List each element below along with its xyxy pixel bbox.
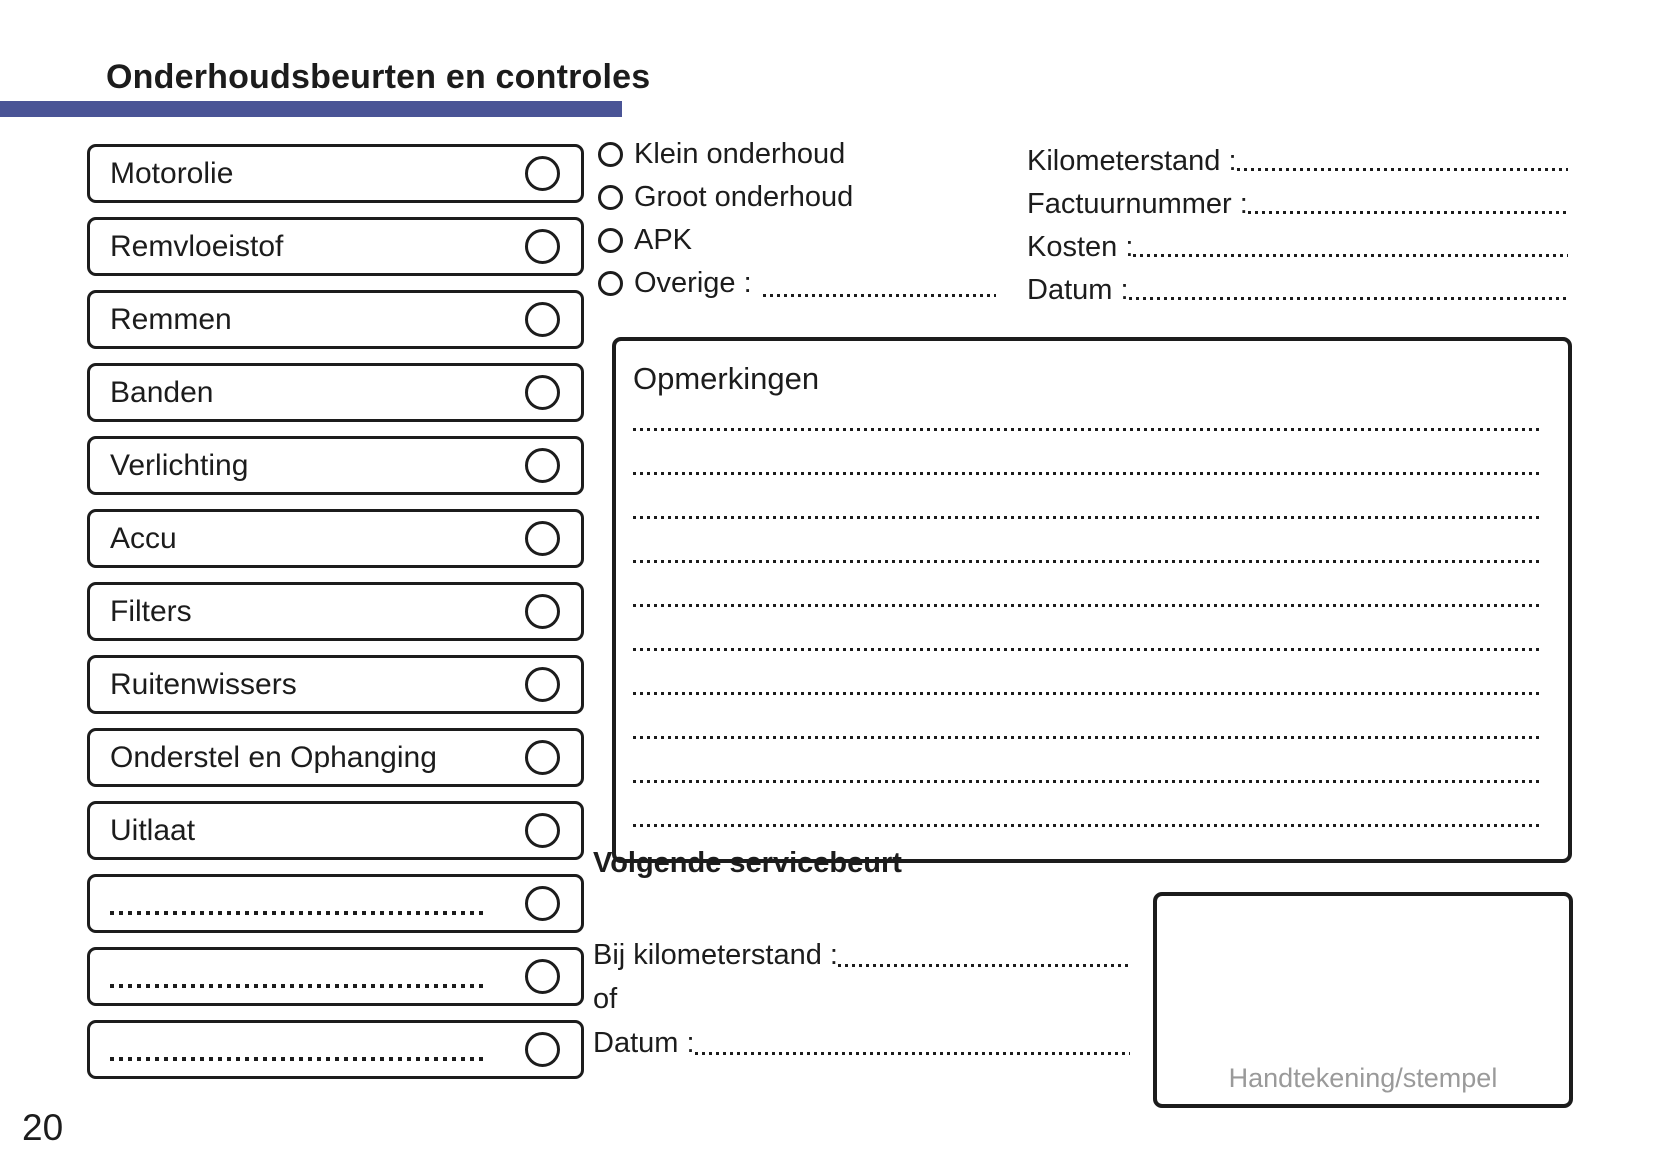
check-circle-icon [525, 740, 560, 775]
detail-field-label: Datum : [1027, 273, 1129, 306]
fill-in-line [1248, 211, 1568, 214]
checklist-item [87, 290, 584, 349]
remarks-write-line [633, 563, 1540, 607]
checklist-item [87, 217, 584, 276]
detail-field-label: Kilometerstand : [1027, 144, 1237, 177]
checklist-item-label: Ruitenwissers [110, 667, 297, 701]
checklist-item-label: Verlichting [110, 448, 249, 482]
signature-hint-label: Handtekening/stempel [1228, 1063, 1498, 1093]
check-circle-icon [525, 156, 560, 191]
next-service-title: Volgende servicebeurt [593, 847, 902, 879]
next-service-section [593, 846, 1130, 1060]
remarks-write-line [633, 475, 1540, 519]
page-title: Onderhoudsbeurten en controles [106, 58, 651, 96]
remarks-box [612, 337, 1572, 863]
checklist-item [87, 728, 584, 787]
detail-field-label: Kosten : [1027, 230, 1134, 263]
fill-in-line [1129, 297, 1568, 300]
checklist-item [87, 363, 584, 422]
checklist-item-label: Filters [110, 594, 192, 628]
detail-field-label: Factuurnummer : [1027, 187, 1248, 220]
checklist-item [87, 874, 584, 933]
checklist-item-label: Uitlaat [110, 813, 196, 847]
detail-field-row [1027, 133, 1568, 176]
service-type-label: APK [634, 224, 693, 257]
fill-in-line [1133, 254, 1568, 257]
service-detail-fields [1027, 133, 1568, 305]
service-type-label: Klein onderhoud [634, 138, 846, 171]
check-circle-icon [525, 667, 560, 702]
fill-in-line [763, 294, 996, 297]
checklist-item-label: Onderstel en Ophanging [110, 740, 437, 774]
remarks-write-line [633, 397, 1540, 431]
check-circle-icon [525, 448, 560, 483]
service-type-option [598, 219, 996, 262]
checklist-item-label: Banden [110, 375, 214, 409]
fill-in-line [695, 1052, 1130, 1055]
checklist-item-label: Remvloeistof [110, 229, 284, 263]
remarks-write-line [633, 651, 1540, 695]
detail-field-row [1027, 176, 1568, 219]
radio-circle-icon [598, 142, 623, 167]
check-circle-icon [525, 521, 560, 556]
detail-field-row [1027, 219, 1568, 262]
checklist-item [87, 509, 584, 568]
service-type-option [598, 262, 996, 305]
service-type-label: Overige : [634, 267, 752, 300]
remarks-write-line [633, 519, 1540, 563]
service-type-label: Groot onderhoud [634, 181, 854, 214]
next-service-fields [593, 928, 1130, 1060]
check-circle-icon [525, 302, 560, 337]
check-circle-icon [525, 813, 560, 848]
remarks-write-line [633, 695, 1540, 739]
check-circle-icon [525, 886, 560, 921]
service-type-option [598, 176, 996, 219]
checklist-item-label: Accu [110, 521, 177, 555]
service-type-option [598, 133, 996, 176]
page-number: 20 [22, 1107, 64, 1148]
remarks-title: Opmerkingen [633, 361, 820, 396]
checklist-item [87, 655, 584, 714]
checklist-item-label: Remmen [110, 302, 232, 336]
title-underline-bar [0, 101, 622, 117]
check-circle-icon [525, 594, 560, 629]
next-service-field-row [593, 928, 1130, 972]
check-circle-icon [525, 959, 560, 994]
service-type-options [598, 133, 996, 305]
remarks-write-line [633, 607, 1540, 651]
detail-field-row [1027, 262, 1568, 305]
checklist-item [87, 801, 584, 860]
radio-circle-icon [598, 271, 623, 296]
checklist-item [87, 144, 584, 203]
radio-circle-icon [598, 185, 623, 210]
checklist-item [87, 1020, 584, 1079]
next-service-field-row [593, 1016, 1130, 1060]
next-service-field-label: of [593, 983, 618, 1016]
checklist-item-label: Motorolie [110, 156, 234, 190]
fill-in-line [838, 964, 1130, 967]
remarks-write-line [633, 739, 1540, 783]
checklist-item [87, 582, 584, 641]
next-service-field-label: Bij kilometerstand : [593, 939, 838, 972]
blank-fill-line [110, 984, 488, 988]
check-circle-icon [525, 375, 560, 410]
radio-circle-icon [598, 228, 623, 253]
signature-box [1153, 892, 1573, 1108]
checklist-item [87, 947, 584, 1006]
remarks-write-lines [633, 397, 1540, 827]
check-circle-icon [525, 229, 560, 264]
remarks-write-line [633, 783, 1540, 827]
blank-fill-line [110, 1057, 488, 1061]
next-service-field-row [593, 972, 1130, 1016]
fill-in-line [1237, 168, 1568, 171]
inspection-checklist [87, 144, 584, 1093]
check-circle-icon [525, 1032, 560, 1067]
remarks-write-line [633, 431, 1540, 475]
blank-fill-line [110, 911, 488, 915]
checklist-item [87, 436, 584, 495]
next-service-field-label: Datum : [593, 1027, 695, 1060]
